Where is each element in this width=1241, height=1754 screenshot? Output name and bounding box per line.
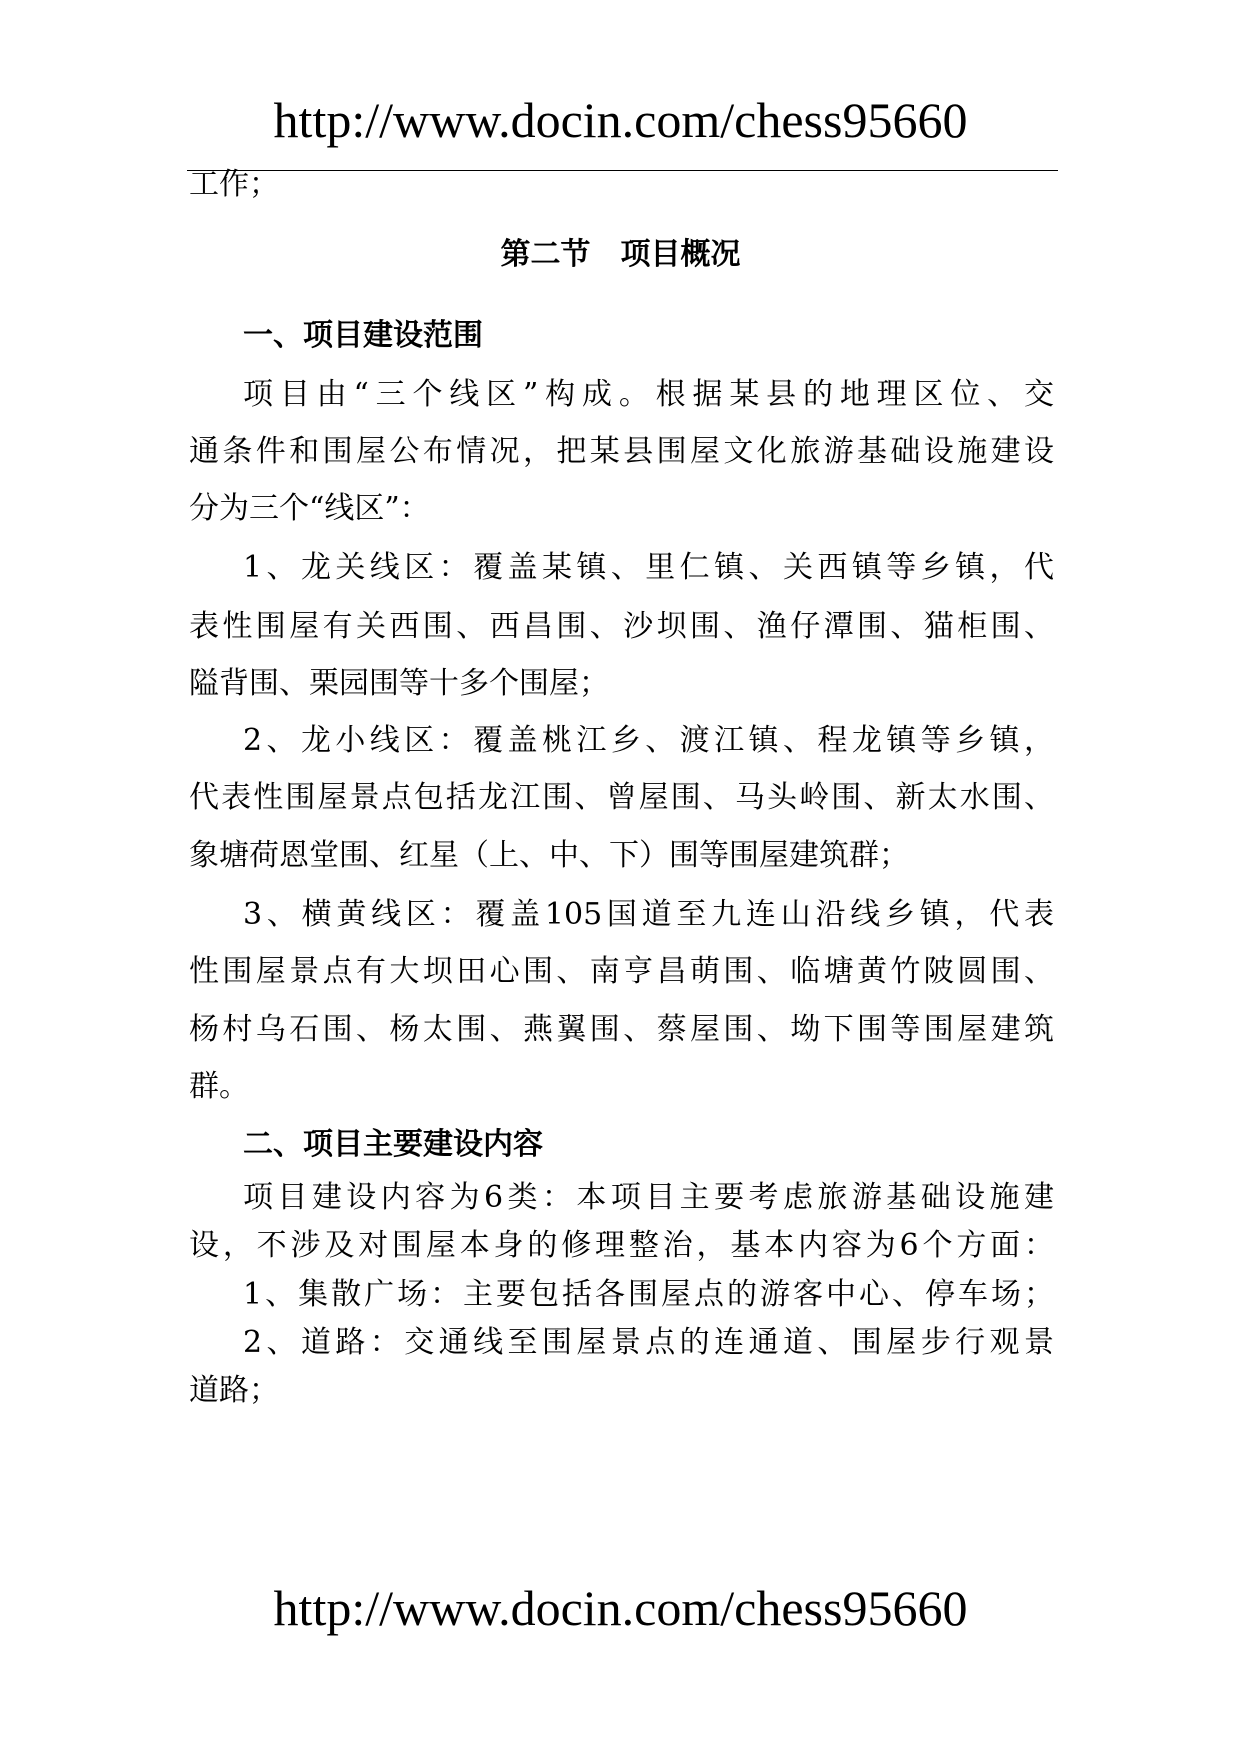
part1-heading: 一、项目建设范围 — [243, 318, 483, 353]
part1-item1-line-2: 表性围屋有关西围、西昌围、沙坝围、渔仔潭围、猫柜围、 — [189, 609, 1054, 644]
part1-item2-line-1: 2、龙小线区：覆盖桃江乡、渡江镇、程龙镇等乡镇， — [243, 723, 1054, 758]
part1-item1-line-3: 隘背围、栗园围等十多个围屋； — [189, 666, 609, 701]
part1-item3-line-3: 杨村乌石围、杨太围、燕翼围、蔡屋围、坳下围等围屋建筑 — [189, 1012, 1054, 1047]
part1-item3-line-1: 3、横黄线区：覆盖105国道至九连山沿线乡镇，代表 — [243, 897, 1054, 932]
section-title: 第二节 项目概况 — [500, 237, 741, 272]
part1-item3-line-2: 性围屋景点有大坝田心围、南亨昌萌围、临塘黄竹陂圆围、 — [189, 954, 1054, 989]
part2-intro-line-1: 项目建设内容为6类：本项目主要考虑旅游基础设施建 — [243, 1180, 1054, 1215]
part1-item2-line-2: 代表性围屋景点包括龙江围、曾屋围、马头岭围、新太水围、 — [189, 780, 1054, 815]
footer-url: http://www.docin.com/chess95660 — [273, 1580, 968, 1636]
part1-item3-line-4: 群。 — [189, 1069, 249, 1104]
part1-intro-line-2: 通条件和围屋公布情况，把某县围屋文化旅游基础设施建设 — [189, 434, 1054, 469]
part2-item1: 1、集散广场：主要包括各围屋点的游客中心、停车场； — [243, 1277, 1054, 1312]
part2-heading: 二、项目主要建设内容 — [243, 1127, 543, 1162]
part2-item2-line-1: 2、道路：交通线至围屋景点的连通道、围屋步行观景 — [243, 1325, 1054, 1360]
part1-item1-line-1: 1、龙关线区：覆盖某镇、里仁镇、关西镇等乡镇，代 — [243, 550, 1054, 585]
part1-intro-line-3: 分为三个“线区”： — [189, 491, 430, 526]
part2-item2-line-2: 道路； — [189, 1373, 279, 1408]
header-divider — [187, 170, 1058, 171]
header-url: http://www.docin.com/chess95660 — [273, 92, 968, 148]
part2-intro-line-2: 设，不涉及对围屋本身的修理整治，基本内容为6个方面： — [189, 1228, 1054, 1263]
part1-item2-line-3: 象塘荷恩堂围、红星（上、中、下）围等围屋建筑群； — [189, 838, 909, 873]
continuation-text: 工作； — [189, 167, 279, 202]
part1-intro-line-1: 项目由“三个线区”构成。根据某县的地理区位、交 — [243, 377, 1054, 412]
